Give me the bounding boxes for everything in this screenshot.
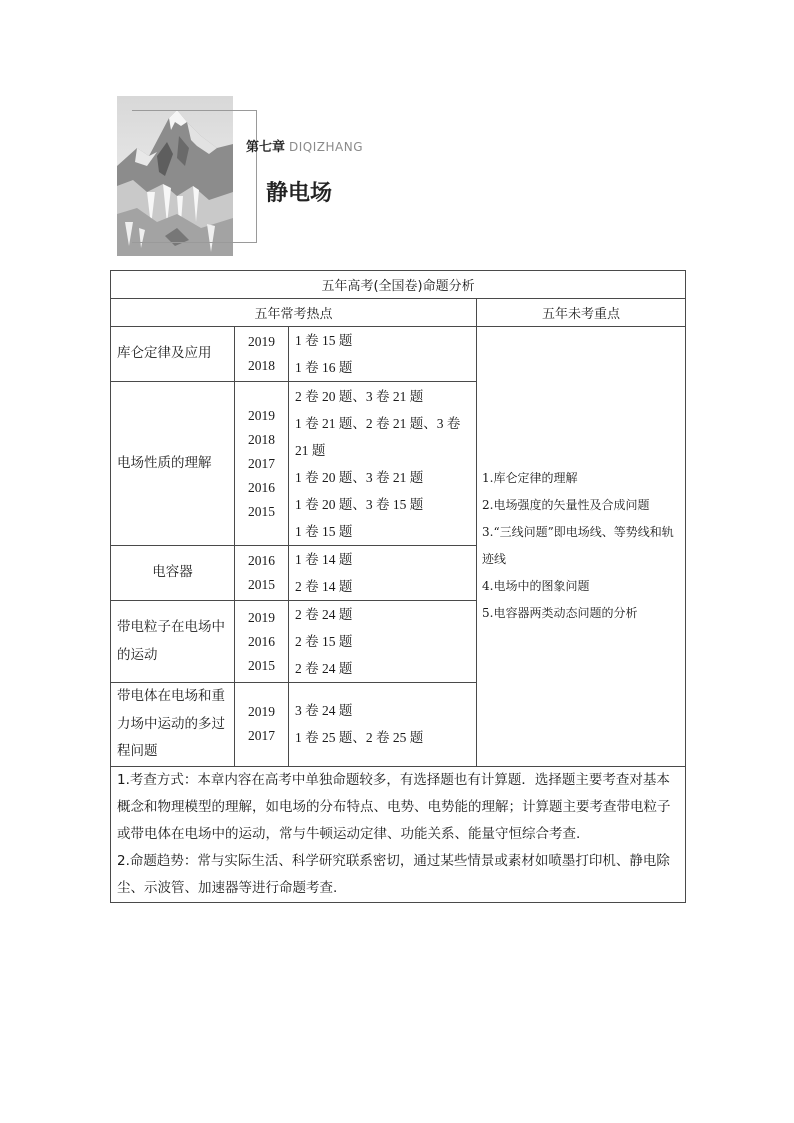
note-paragraph: 1.考查方式：本章内容在高考中单独命题较多，有选择题也有计算题．选择题主要考查对基本概念和物理模型的理解，如电场的分布特点、电势、电势能的理解；计算题主要考查带电粒子或带电体在电场中的运动，常与牛顿运动定律、功能关系、能量守恒综合考查.: [117, 771, 671, 842]
years-cell: 2019 2018 2017 2016 2015: [235, 382, 289, 546]
table-caption: 五年高考(全国卷)命题分析: [111, 271, 686, 299]
table-row: [111, 327, 686, 382]
items-cell: 3 卷 24 题 1 卷 25 题、2 卷 25 题: [289, 683, 477, 767]
focus-item: 5.电容器两类动态问题的分析: [482, 606, 638, 621]
focus-header: 五年未考重点: [477, 299, 686, 327]
topic-cell: 电容器: [111, 546, 235, 601]
items-cell: 2 卷 24 题 2 卷 15 题 2 卷 24 题: [289, 601, 477, 683]
chapter-title: 静电场: [266, 181, 333, 206]
note-paragraph: 2.命题趋势：常与实际生活、科学研究联系密切，通过某些情景或素材如喷墨打印机、静电除尘、示波管、加速器等进行命题考查.: [117, 852, 670, 896]
table-header-row: [111, 299, 686, 327]
chapter-label: [246, 139, 363, 156]
years-cell: 2019 2018: [235, 327, 289, 382]
notes-row: [111, 766, 686, 902]
notes-cell: [111, 766, 686, 902]
focus-cell: [477, 327, 686, 767]
years-cell: 2016 2015: [235, 546, 289, 601]
topic-cell: 带电体在电场和重力场中运动的多过程问题: [111, 683, 235, 767]
header-frame: [132, 110, 257, 243]
focus-item: 4.电场中的图象问题: [482, 579, 590, 594]
topic-cell: 电场性质的理解: [111, 382, 235, 546]
items-cell: 2 卷 20 题、3 卷 21 题 1 卷 21 题、2 卷 21 题、3 卷 21 题 1 卷 20 题、3 卷 21 题 1 卷 20 题、3 卷 15 题 1 卷 15 题: [289, 382, 477, 546]
items-cell: 1 卷 15 题 1 卷 16 题: [289, 327, 477, 382]
focus-item: 3.“三线问题”即电场线、等势线和轨迹线: [482, 525, 674, 567]
years-cell: 2019 2017: [235, 683, 289, 767]
hot-topics-header: 五年常考热点: [111, 299, 477, 327]
topic-cell: 带电粒子在电场中的运动: [111, 601, 235, 683]
years-cell: 2019 2016 2015: [235, 601, 289, 683]
focus-item: 1.库仑定律的理解: [482, 471, 578, 486]
chapter-pinyin: DIQIZHANG: [289, 140, 364, 154]
focus-item: 2.电场强度的矢量性及合成问题: [482, 498, 650, 513]
items-cell: 1 卷 14 题 2 卷 14 题: [289, 546, 477, 601]
chapter-number: 第七章: [246, 140, 286, 155]
topic-cell: 库仑定律及应用: [111, 327, 235, 382]
table-caption-row: [111, 271, 686, 299]
exam-analysis-table: [110, 270, 686, 903]
